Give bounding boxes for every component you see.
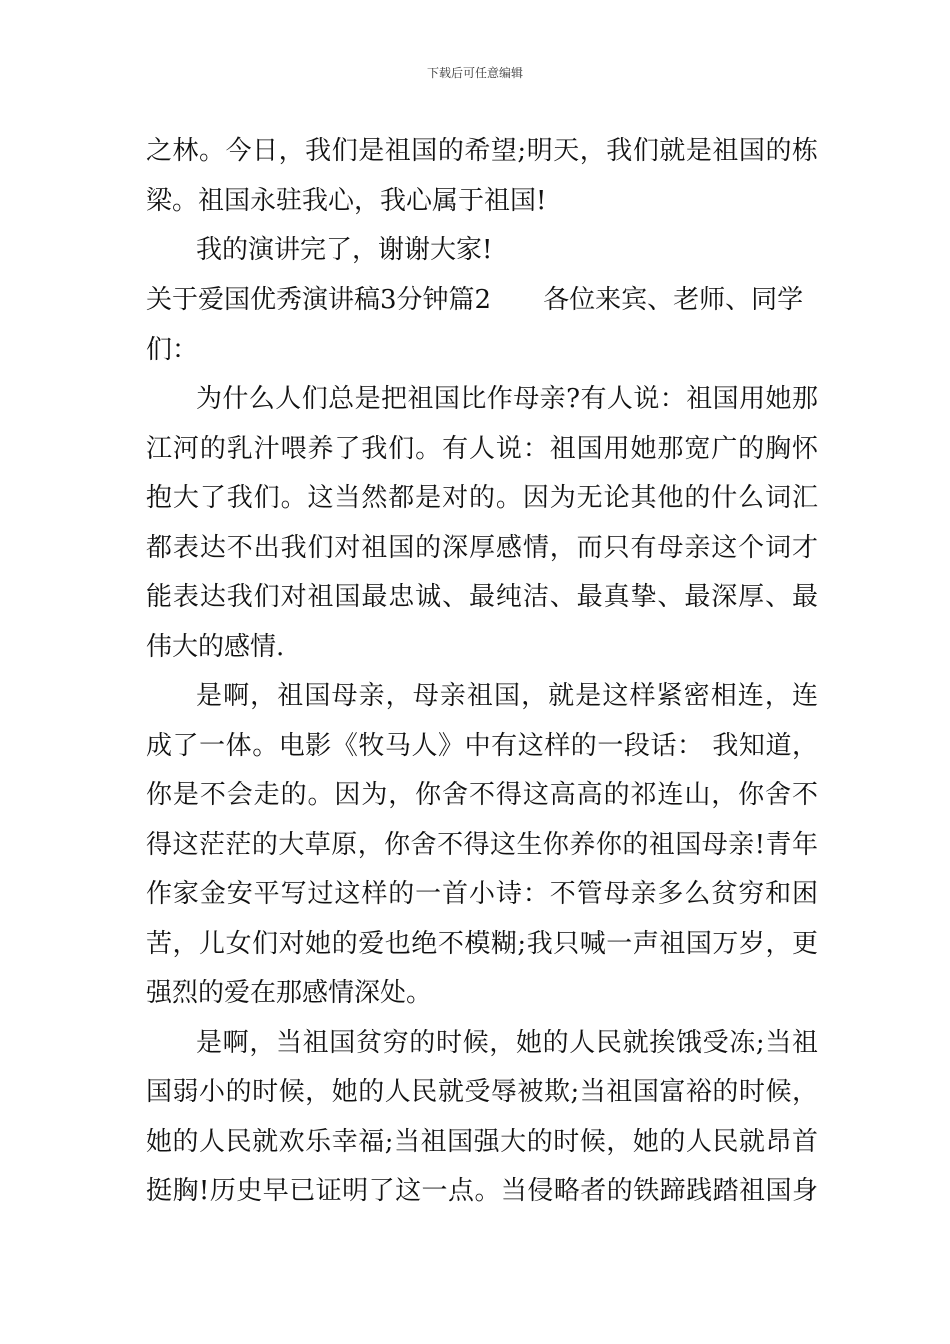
text-line: 都表达不出我们对祖国的深厚感情，而只有母亲这个词才 (146, 533, 818, 563)
text-line: 苦，儿女们对她的爱也绝不模糊;我只喊一声祖国万岁，更 (146, 929, 818, 959)
text-line: 她的人民就欢乐幸福;当祖国强大的时候，她的人民就昂首 (146, 1127, 818, 1157)
page-header: 下载后可任意编辑 (426, 66, 523, 80)
text-line: 江河的乳汁喂养了我们。有人说：祖国用她那宽广的胸怀 (146, 434, 818, 464)
text-line: 之林。今日，我们是祖国的希望;明天，我们就是祖国的栋 (146, 136, 818, 166)
section-heading-line: 关于爱国优秀演讲稿3分钟篇2 各位来宾、老师、同学 (146, 285, 804, 315)
text-line: 梁。祖国永驻我心，我心属于祖国! (146, 186, 547, 216)
text-line: 你是不会走的。因为，你舍不得这高高的祁连山，你舍不 (146, 780, 818, 810)
text-line: 抱大了我们。这当然都是对的。因为无论其他的什么词汇 (146, 483, 818, 513)
text-line: 是啊，当祖国贫穷的时候，她的人民就挨饿受冻;当祖 (196, 1028, 818, 1058)
text-line: 我的演讲完了，谢谢大家! (196, 235, 493, 265)
text-line: 能表达我们对祖国最忠诚、最纯洁、最真挚、最深厚、最 (146, 582, 818, 612)
text-line: 强烈的爱在那感情深处。 (146, 978, 433, 1008)
text-line: 国弱小的时候，她的人民就受辱被欺;当祖国富裕的时候， (146, 1077, 818, 1107)
text-line: 成了一体。电影《牧马人》中有这样的一段话： 我知道， (146, 731, 818, 761)
text-line: 得这茫茫的大草原，你舍不得这生你养你的祖国母亲!青年 (146, 830, 818, 860)
text-line: 是啊，祖国母亲，母亲祖国，就是这样紧密相连，连 (196, 681, 818, 711)
text-line: 伟大的感情. (146, 632, 285, 662)
text-line: 作家金安平写过这样的一首小诗：不管母亲多么贫穷和困 (146, 879, 818, 909)
text-line: 们： (146, 335, 199, 365)
text-line: 挺胸!历史早已证明了这一点。当侵略者的铁蹄践踏祖国身 (146, 1176, 818, 1206)
text-line: 为什么人们总是把祖国比作母亲?有人说：祖国用她那 (196, 384, 818, 414)
